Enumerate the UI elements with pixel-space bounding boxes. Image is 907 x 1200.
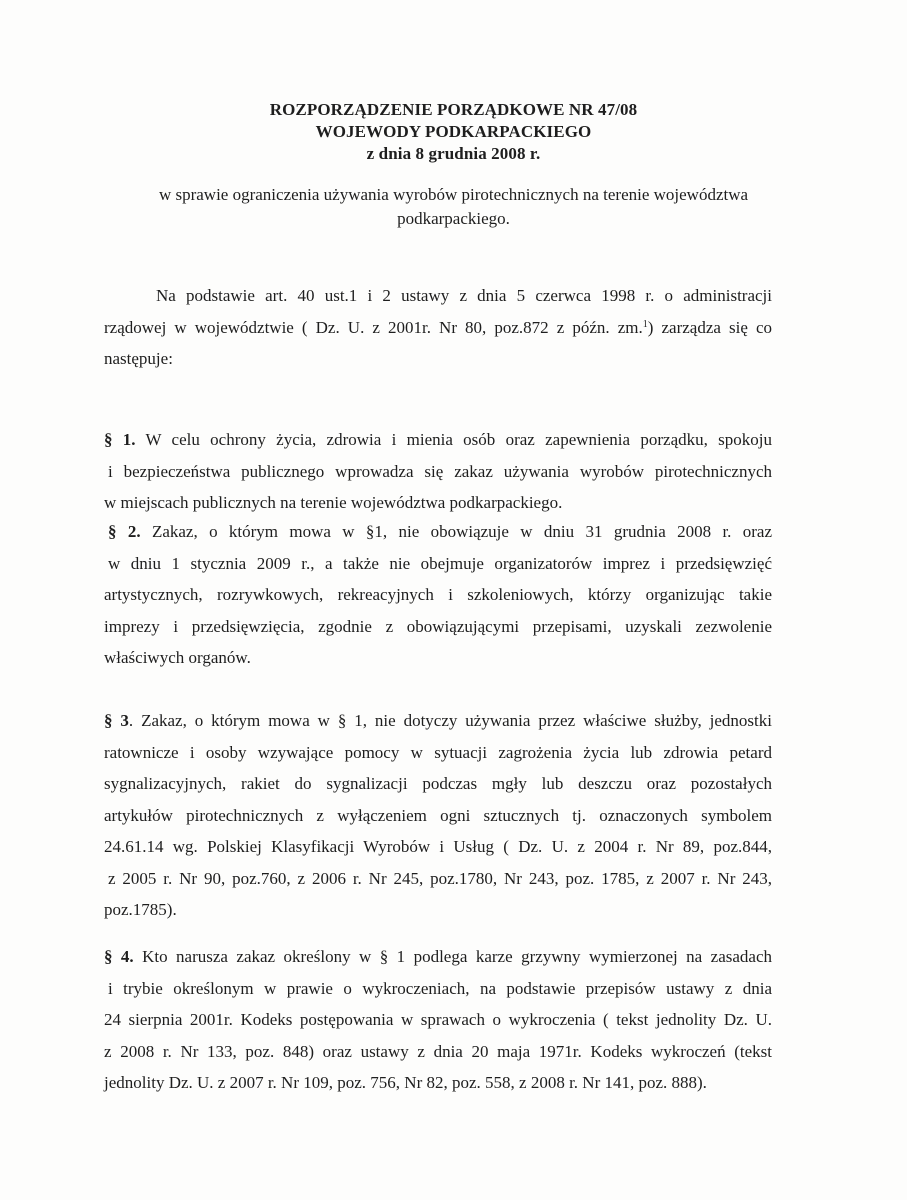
text-line: i bezpieczeństwa publicznego wprowadza się zakaz używania wyrobów pirotechnicznych xyxy=(108,461,772,481)
text-line: § 2. Zakaz, o którym mowa w §1, nie obowiązuje w dniu 31 grudnia 2008 r. oraz xyxy=(108,522,773,541)
legal-basis-paragraph xyxy=(104,280,772,375)
subject-line-2: podkarpackiego. xyxy=(397,209,510,228)
title-line-issuer: WOJEWODY PODKARPACKIEGO xyxy=(315,122,592,141)
document-subject xyxy=(100,183,807,231)
text-line: artykułów pirotechnicznych z wyłączeniem ogni sztucznych tj. oznaczonych symbolem xyxy=(104,805,772,825)
title-line-date: z dnia 8 grudnia 2008 r. xyxy=(366,144,541,163)
text-line: sygnalizacyjnych, rakiet do sygnalizacji podczas mgły lub deszczu oraz pozostałych xyxy=(104,774,772,793)
text-line: z 2005 r. Nr 90, poz.760, z 2006 r. Nr 245, poz.1780, Nr 243, poz. 1785, z 2007 r. Nr 243, xyxy=(108,868,772,888)
section-2 xyxy=(104,516,772,674)
text-line: w dniu 1 stycznia 2009 r., a także nie obejmuje organizatorów imprez i przedsięwzięć xyxy=(108,553,772,573)
section-number: § 3 xyxy=(104,711,129,730)
text-line: w miejscach publicznych na terenie województwa podkarpackiego. xyxy=(104,493,563,512)
text-line: artystycznych, rozrywkowych, rekreacyjnych i szkoleniowych, którzy organizując takie xyxy=(104,585,772,604)
section-4 xyxy=(104,941,772,1099)
subject-line-1: w sprawie ograniczenia używania wyrobów pirotechnicznych na terenie województwa xyxy=(158,185,749,204)
text-line: 24.61.14 wg. Polskiej Klasyfikacji Wyrobów i Usług ( Dz. U. z 2004 r. Nr 89, poz.844, xyxy=(104,837,772,856)
text-line: z 2008 r. Nr 133, poz. 848) oraz ustawy z dnia 20 maja 1971r. Kodeks wykroczeń (tekst xyxy=(104,1041,772,1061)
text-line: Na podstawie art. 40 ust.1 i 2 ustawy z dnia 5 czerwca 1998 r. o administracji xyxy=(156,286,772,305)
text-line: 24 sierpnia 2001r. Kodeks postępowania w sprawach o wykroczenia ( tekst jednolity Dz. U. xyxy=(104,1010,772,1029)
section-number: § 1. xyxy=(104,430,136,449)
text-line: właściwych organów. xyxy=(104,648,251,667)
section-3 xyxy=(104,705,772,926)
text-line: § 3. Zakaz, o którym mowa w § 1, nie dotyczy używania przez właściwe służby, jednostki xyxy=(104,711,772,730)
document-title xyxy=(100,99,807,165)
text-line: § 4. Kto narusza zakaz określony w § 1 podlega karze grzywny wymierzonej na zasadach xyxy=(104,947,772,966)
section-number: § 2. xyxy=(108,522,141,541)
title-line-regulation: ROZPORZĄDZENIE PORZĄDKOWE NR 47/08 xyxy=(269,100,638,119)
text-line: imprezy i przedsięwzięcia, zgodnie z obowiązującymi przepisami, uzyskali zezwolenie xyxy=(104,616,772,636)
text-line: i trybie określonym w prawie o wykroczeniach, na podstawie przepisów ustawy z dnia xyxy=(108,978,772,998)
section-number: § 4. xyxy=(104,947,134,966)
text-line: ratownicze i osoby wzywające pomocy w sytuacji zagrożenia życia lub zdrowia petard xyxy=(104,742,772,762)
footnote-reference: 1 xyxy=(642,318,648,330)
text-line: § 1. W celu ochrony życia, zdrowia i mienia osób oraz zapewnienia porządku, spokoju xyxy=(104,430,772,449)
text-line: rządowej w województwie ( Dz. U. z 2001r. Nr 80, poz.872 z późn. zm.$^1$) zarządza się co xyxy=(104,317,772,337)
text-line: jednolity Dz. U. z 2007 r. Nr 109, poz. 756, Nr 82, poz. 558, z 2008 r. Nr 141, poz. 888). xyxy=(104,1073,707,1092)
text-line: poz.1785). xyxy=(104,900,177,919)
section-1 xyxy=(104,424,772,519)
text-line: następuje: xyxy=(104,349,173,368)
